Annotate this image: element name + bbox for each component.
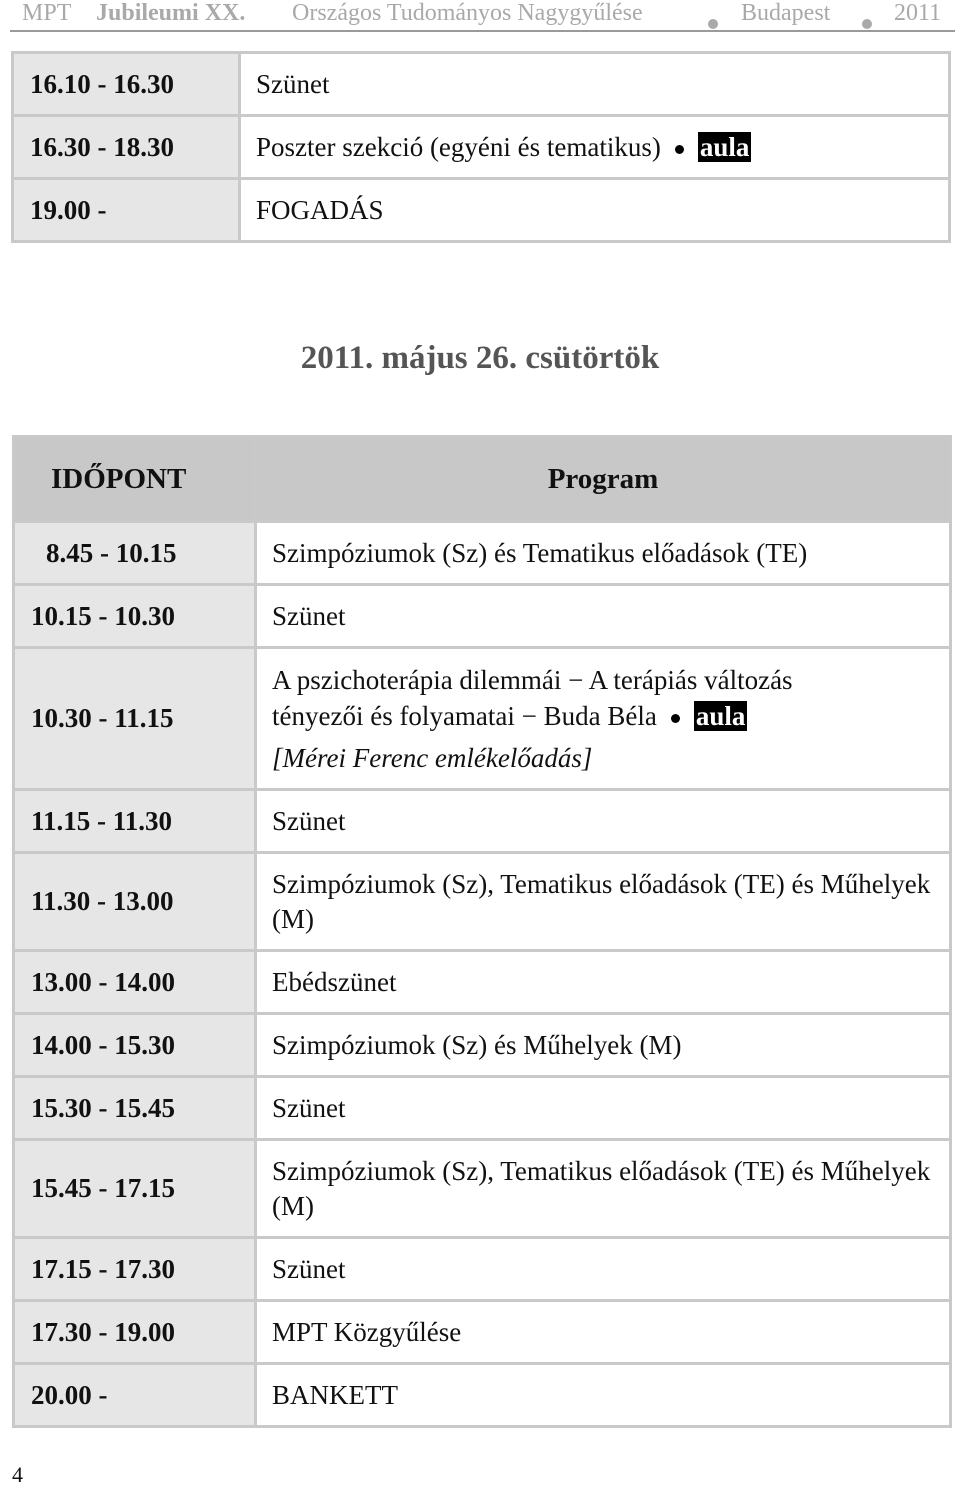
time-cell: 8.45 - 10.15 <box>14 522 256 585</box>
program-cell: Szünet <box>256 1077 951 1140</box>
table-row <box>13 179 950 242</box>
program-line: tényezői és folyamatai − Buda Béla <box>272 700 657 731</box>
time-cell: 10.30 - 11.15 <box>14 648 256 790</box>
program-cell: FOGADÁS <box>240 179 950 242</box>
day-heading: 2011. május 26. csütörtök <box>300 340 660 376</box>
program-cell: Szünet <box>240 53 950 116</box>
table-row <box>14 1364 951 1427</box>
program-text: Poszter szekció (egyéni és tematikus) <box>256 131 661 162</box>
bullet-icon <box>671 714 680 723</box>
header-brand: Jubileumi XX. <box>96 0 246 26</box>
location-tag: aula <box>699 131 750 162</box>
table-row <box>14 1140 951 1238</box>
program-cell: Szimpóziumok (Sz), Tematikus előadások (TE) és Műhelyek (M) <box>256 853 951 951</box>
time-cell: 16.30 - 18.30 <box>13 116 240 179</box>
table-row <box>14 1077 951 1140</box>
time-cell: 17.15 - 17.30 <box>14 1238 256 1301</box>
table-row <box>14 1014 951 1077</box>
page-number: 4 <box>12 1462 23 1487</box>
column-header-time: IDŐPONT <box>14 437 256 522</box>
location-tag: aula <box>695 700 746 731</box>
page-header <box>10 0 955 32</box>
program-cell: MPT Közgyűlése <box>256 1301 951 1364</box>
time-cell: 19.00 - <box>13 179 240 242</box>
header-bullet-icon <box>708 19 718 29</box>
bullet-icon <box>675 145 684 154</box>
header-year: 2011 <box>894 0 942 26</box>
schedule-table-previous-day <box>11 51 951 243</box>
program-cell <box>256 648 951 790</box>
header-title: Országos Tudományos Nagygyűlése <box>292 0 643 26</box>
table-row <box>14 648 951 790</box>
time-cell: 15.45 - 17.15 <box>14 1140 256 1238</box>
program-cell: Szünet <box>256 585 951 648</box>
time-cell: 20.00 - <box>14 1364 256 1427</box>
header-city: Budapest <box>741 0 831 26</box>
table-header-row <box>14 437 951 522</box>
time-cell: 15.30 - 15.45 <box>14 1077 256 1140</box>
table-row <box>14 1238 951 1301</box>
program-cell: Szimpóziumok (Sz), Tematikus előadások (TE) és Műhelyek (M) <box>256 1140 951 1238</box>
column-header-program: Program <box>256 437 951 522</box>
lecture-subtitle: [Mérei Ferenc emlékelőadás] <box>272 742 593 773</box>
time-cell: 13.00 - 14.00 <box>14 951 256 1014</box>
time-cell: 16.10 - 16.30 <box>13 53 240 116</box>
time-cell: 17.30 - 19.00 <box>14 1301 256 1364</box>
table-row <box>13 116 950 179</box>
header-prefix: MPT <box>22 0 72 26</box>
program-cell: Szünet <box>256 790 951 853</box>
table-row <box>14 585 951 648</box>
program-cell: Ebédszünet <box>256 951 951 1014</box>
schedule-table <box>12 435 952 1428</box>
table-row <box>14 522 951 585</box>
program-cell <box>240 116 950 179</box>
table-row <box>14 790 951 853</box>
table-row <box>13 53 950 116</box>
table-row <box>14 951 951 1014</box>
header-bullet-icon <box>862 19 872 29</box>
time-cell: 11.15 - 11.30 <box>14 790 256 853</box>
program-cell: Szünet <box>256 1238 951 1301</box>
program-cell: Szimpóziumok (Sz) és Műhelyek (M) <box>256 1014 951 1077</box>
time-cell: 10.15 - 10.30 <box>14 585 256 648</box>
program-cell: BANKETT <box>256 1364 951 1427</box>
time-cell: 11.30 - 13.00 <box>14 853 256 951</box>
table-row <box>14 853 951 951</box>
program-cell: Szimpóziumok (Sz) és Tematikus előadások (TE) <box>256 522 951 585</box>
table-row <box>14 1301 951 1364</box>
time-cell: 14.00 - 15.30 <box>14 1014 256 1077</box>
program-line: A pszichoterápia dilemmái − A terápiás változás <box>272 664 793 695</box>
